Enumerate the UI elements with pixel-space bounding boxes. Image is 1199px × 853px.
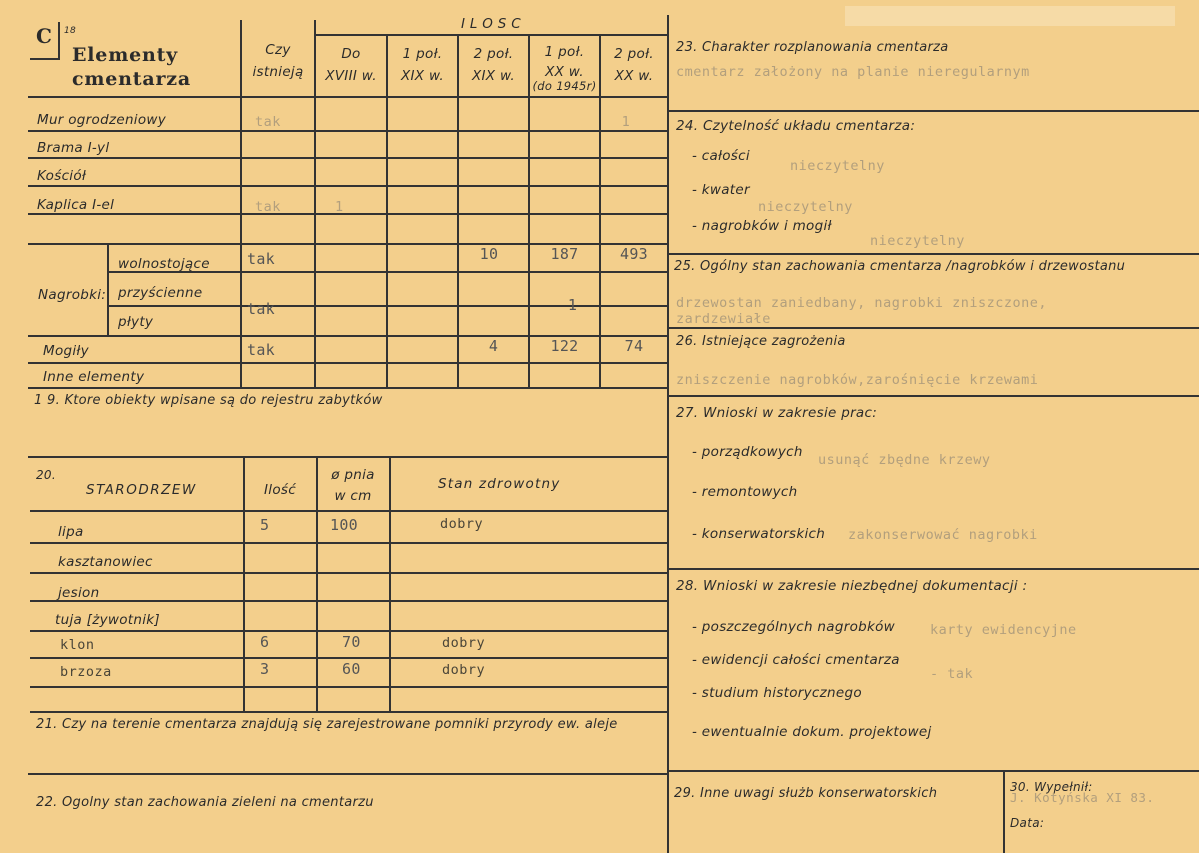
section-24-calosci-value: nieczytelny — [790, 158, 885, 174]
section-24-nagrobkow-value: nieczytelny — [870, 233, 965, 249]
header-col4a: 1 poł. — [544, 44, 585, 60]
section-24-kwater: - kwater — [692, 182, 750, 198]
row-mur-label: Mur ogrodzeniowy — [37, 112, 167, 128]
header-col4b: XX w. — [545, 64, 584, 80]
rule — [28, 456, 668, 458]
section-25-label: 25. Ogólny stan zachowania cmentarza /nagrobków i drzewostanu — [674, 259, 1126, 274]
header-col5b: XX w. — [614, 68, 654, 84]
section-28-stud: - studium historycznego — [692, 685, 862, 701]
header-col3a: 2 poł. — [473, 46, 514, 62]
row-wolno-col4: 187 — [550, 245, 579, 263]
starodrzew-pien-header1: ø pnia — [331, 467, 375, 483]
tree-ilosc: 5 — [260, 516, 270, 534]
section-23-value: cmentarz założony na planie nieregularnym — [676, 64, 1030, 80]
rule — [668, 395, 1199, 397]
section-27-kons-value: zakonserwować nagrobki — [848, 527, 1038, 543]
row-kaplica-czy: tak — [255, 199, 281, 215]
rule — [58, 22, 60, 59]
tree-pien: 100 — [330, 516, 358, 534]
section-25-value2: zardzewiałe — [676, 311, 771, 327]
section-30-label: 30. Wypełnił: — [1010, 780, 1093, 794]
rule — [668, 770, 1199, 772]
rule — [107, 243, 109, 335]
row-plyty-col4: 1 — [567, 296, 578, 314]
tree-ilosc: 6 — [260, 633, 270, 651]
paper-strip — [845, 6, 1175, 26]
section-28-ewid: - ewidencji całości cmentarza — [692, 652, 900, 668]
starodrzew-pien-header2: w cm — [334, 488, 372, 504]
rule — [30, 58, 60, 60]
page-title-line2: cmentarza — [72, 68, 191, 90]
section-27-rem: - remontowych — [692, 484, 798, 500]
starodrzew-title: STARODRZEW — [86, 482, 197, 498]
row-plyty-label: płyty — [118, 314, 154, 330]
rule — [30, 542, 668, 544]
tree-pien: 70 — [342, 633, 361, 651]
row-kaplica-label: Kaplica I-el — [37, 197, 115, 213]
section-25-value1: drzewostan zaniedbany, nagrobki zniszczone, — [676, 295, 1047, 311]
header-ilosc: I L O S C — [461, 16, 521, 32]
section-23-label: 23. Charakter rozplanowania cmentarza — [676, 40, 949, 55]
section-22-label: 22. Ogolny stan zachowania zieleni na cmentarzu — [36, 795, 374, 810]
rule — [30, 686, 668, 688]
rule — [28, 387, 668, 389]
tree-name: klon — [60, 637, 95, 653]
section-19-label: 1 9. Ktore obiekty wpisane są do rejestru zabytków — [34, 393, 383, 408]
row-przysc-label: przyściennе — [118, 285, 203, 301]
starodrzew-ilosc-header: Ilość — [264, 482, 296, 498]
row-brama-label: Brama I-yl — [37, 140, 110, 156]
row-mogily-label: Mogiły — [43, 343, 89, 359]
rule — [28, 773, 668, 775]
header-col3b: XIX w. — [471, 68, 516, 84]
rule — [30, 510, 668, 512]
row-wolno-col3: 10 — [479, 245, 499, 263]
row-mur-czy: tak — [255, 114, 281, 130]
section-24-calosci: - całości — [692, 148, 750, 164]
row-wolno-col5: 493 — [620, 245, 648, 263]
rule — [30, 657, 668, 659]
section-24-label: 24. Czytelność układu cmentarza: — [676, 118, 916, 134]
row-plyty-czy: tak — [247, 300, 275, 318]
section-21-label: 21. Czy na terenie cmentarza znajdują się zarejestrowane pomniki przyrody ew. aleje — [36, 717, 618, 732]
header-czy: Czy — [265, 42, 291, 58]
section-24-kwater-value: nieczytelny — [758, 199, 853, 215]
rule — [28, 96, 668, 98]
tree-stan: dobry — [440, 516, 484, 532]
rule — [668, 110, 1199, 112]
tree-ilosc: 3 — [260, 660, 270, 678]
corner-letter: C — [36, 24, 53, 48]
tree-name: jesion — [58, 585, 100, 601]
section-30-value: J. Kotyńska XI 83. — [1010, 790, 1155, 805]
rule — [389, 457, 391, 712]
rule — [30, 630, 668, 632]
rule — [28, 362, 668, 364]
section-27-porz-value: usunąć zbędne krzewy — [818, 452, 991, 468]
corner-number: 18 — [64, 26, 77, 36]
page-title-line1: Elementy — [72, 44, 179, 66]
header-col4c: (do 1945r) — [532, 79, 597, 93]
section-20-number: 20. — [36, 468, 56, 482]
rule — [30, 711, 668, 713]
row-mogily-czy: tak — [247, 341, 275, 359]
tree-name: brzoza — [60, 664, 112, 680]
section-29-label: 29. Inne uwagi służb konserwatorskich — [674, 786, 938, 801]
section-27-label: 27. Wnioski w zakresie prac: — [676, 405, 878, 421]
section-26-value: zniszczenie nagrobków,zarośnięcie krzewami — [676, 372, 1039, 388]
rule — [28, 130, 668, 132]
section-27-kons: - konserwatorskich — [692, 526, 826, 542]
rule — [28, 213, 668, 215]
row-kosciol-label: Kościół — [37, 168, 87, 184]
row-wolno-czy: tak — [247, 250, 275, 268]
row-mogily-col5: 74 — [624, 337, 644, 355]
section-24-nagrobkow: - nagrobków i mogił — [692, 218, 832, 234]
section-26-label: 26. Istniejące zagrożenia — [676, 334, 846, 349]
section-27-porz: - porządkowych — [692, 444, 803, 460]
header-col1b: XVIII w. — [325, 68, 377, 84]
section-28-ewid-value: - tak — [930, 666, 974, 682]
header-istnieja: istnieją — [252, 64, 304, 80]
row-inne-label: Inne elementy — [43, 369, 145, 385]
starodrzew-stan-header: Stan zdrowotny — [438, 476, 561, 492]
rule — [668, 568, 1199, 570]
row-kaplica-col1: 1 — [335, 199, 344, 215]
section-28-label: 28. Wnioski w zakresie niezbędnej dokumentacji : — [676, 578, 1028, 594]
section-28-proj: - ewentualnie dokum. projektowej — [692, 724, 932, 740]
rule — [314, 34, 668, 36]
header-col2b: XIX w. — [400, 68, 445, 84]
row-mogily-col3: 4 — [488, 337, 499, 355]
rule — [240, 20, 242, 388]
tree-name: tuja [żywotnik] — [55, 612, 160, 628]
rule — [1003, 770, 1005, 853]
section-30-data-label: Data: — [1010, 816, 1045, 830]
rule — [668, 327, 1199, 329]
tree-pien: 60 — [342, 660, 361, 678]
header-col1a: Do — [341, 46, 361, 62]
tree-stan: dobry — [442, 635, 486, 651]
row-wolno-label: wolnostojące — [118, 256, 210, 272]
tree-stan: dobry — [442, 662, 486, 678]
rule — [28, 157, 668, 159]
column-divider — [667, 15, 669, 853]
section-28-posz: - poszczególnych nagrobków — [692, 619, 896, 635]
tree-name: kasztanowiec — [58, 554, 153, 570]
rule — [668, 253, 1199, 255]
rule — [30, 572, 668, 574]
row-mur-col5: 1 — [621, 114, 631, 130]
tree-name: lipa — [58, 524, 84, 540]
row-mogily-col4: 122 — [550, 337, 579, 355]
section-28-posz-value: karty ewidencyjne — [930, 622, 1077, 638]
rule — [30, 600, 668, 602]
header-col5a: 2 poł. — [614, 46, 654, 62]
nagrobki-label: Nagrobki: — [38, 287, 107, 303]
header-col2a: 1 poł. — [402, 46, 443, 62]
rule — [28, 185, 668, 187]
